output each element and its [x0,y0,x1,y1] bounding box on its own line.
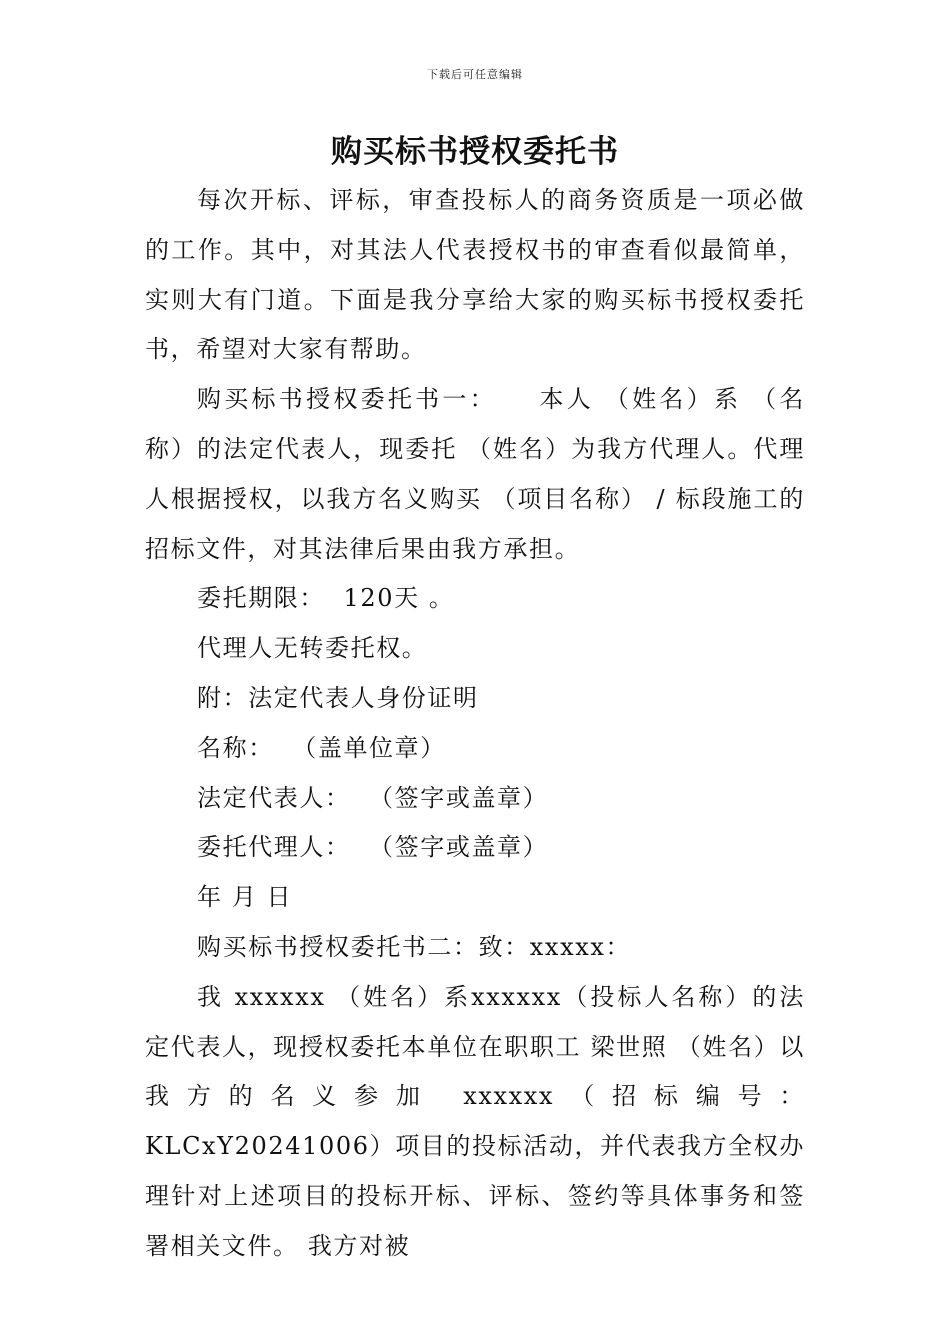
no-subdelegation-line: 代理人无转委托权。 [197,634,428,663]
term-line: 委托期限： 120天 。 [197,584,455,613]
agent-signature-line: 委托代理人： （签字或盖章） [197,833,549,862]
letter1-paragraph: 购买标书授权委托书一： 本人 （姓名）系 （名称）的法定代表人，现委托 （姓名）为我方代理人。代理人根据授权，以我方名义购买 （项目名称） / 标段施工的招标文件，对其法律后果由我方承担。 [145,385,805,563]
document-title: 购买标书授权委托书 [331,134,619,170]
date-line: 年 月 日 [197,883,293,912]
letter2-heading: 购买标书授权委托书二：致：xxxxx： [197,932,632,961]
letter2-paragraph: 我 xxxxxx （姓名）系xxxxxx（投标人名称）的法定代表人，现授权委托本单位在职职工 梁世照 （姓名）以我方的名义参加 xxxxxx（招标编号：KLCxY20241006）项目的投标活动，并代表我方全权办理针对上述项目的投标开标、评标、签约等具体事务和签署相关文件。 我方对被 [145,982,805,1260]
legal-rep-signature-line: 法定代表人： （签字或盖章） [197,783,549,812]
header-note: 下载后可任意编辑 [427,68,523,81]
attachment-line: 附：法定代表人身份证明 [197,683,479,712]
intro-paragraph: 每次开标、评标，审查投标人的商务资质是一项必做的工作。其中，对其法人代表授权书的审查看似最简单，实则大有门道。下面是我分享给大家的购买标书授权委托书，希望对大家有帮助。 [145,186,805,364]
document-body [145,176,805,1272]
name-seal-line: 名称： （盖单位章） [197,733,446,762]
